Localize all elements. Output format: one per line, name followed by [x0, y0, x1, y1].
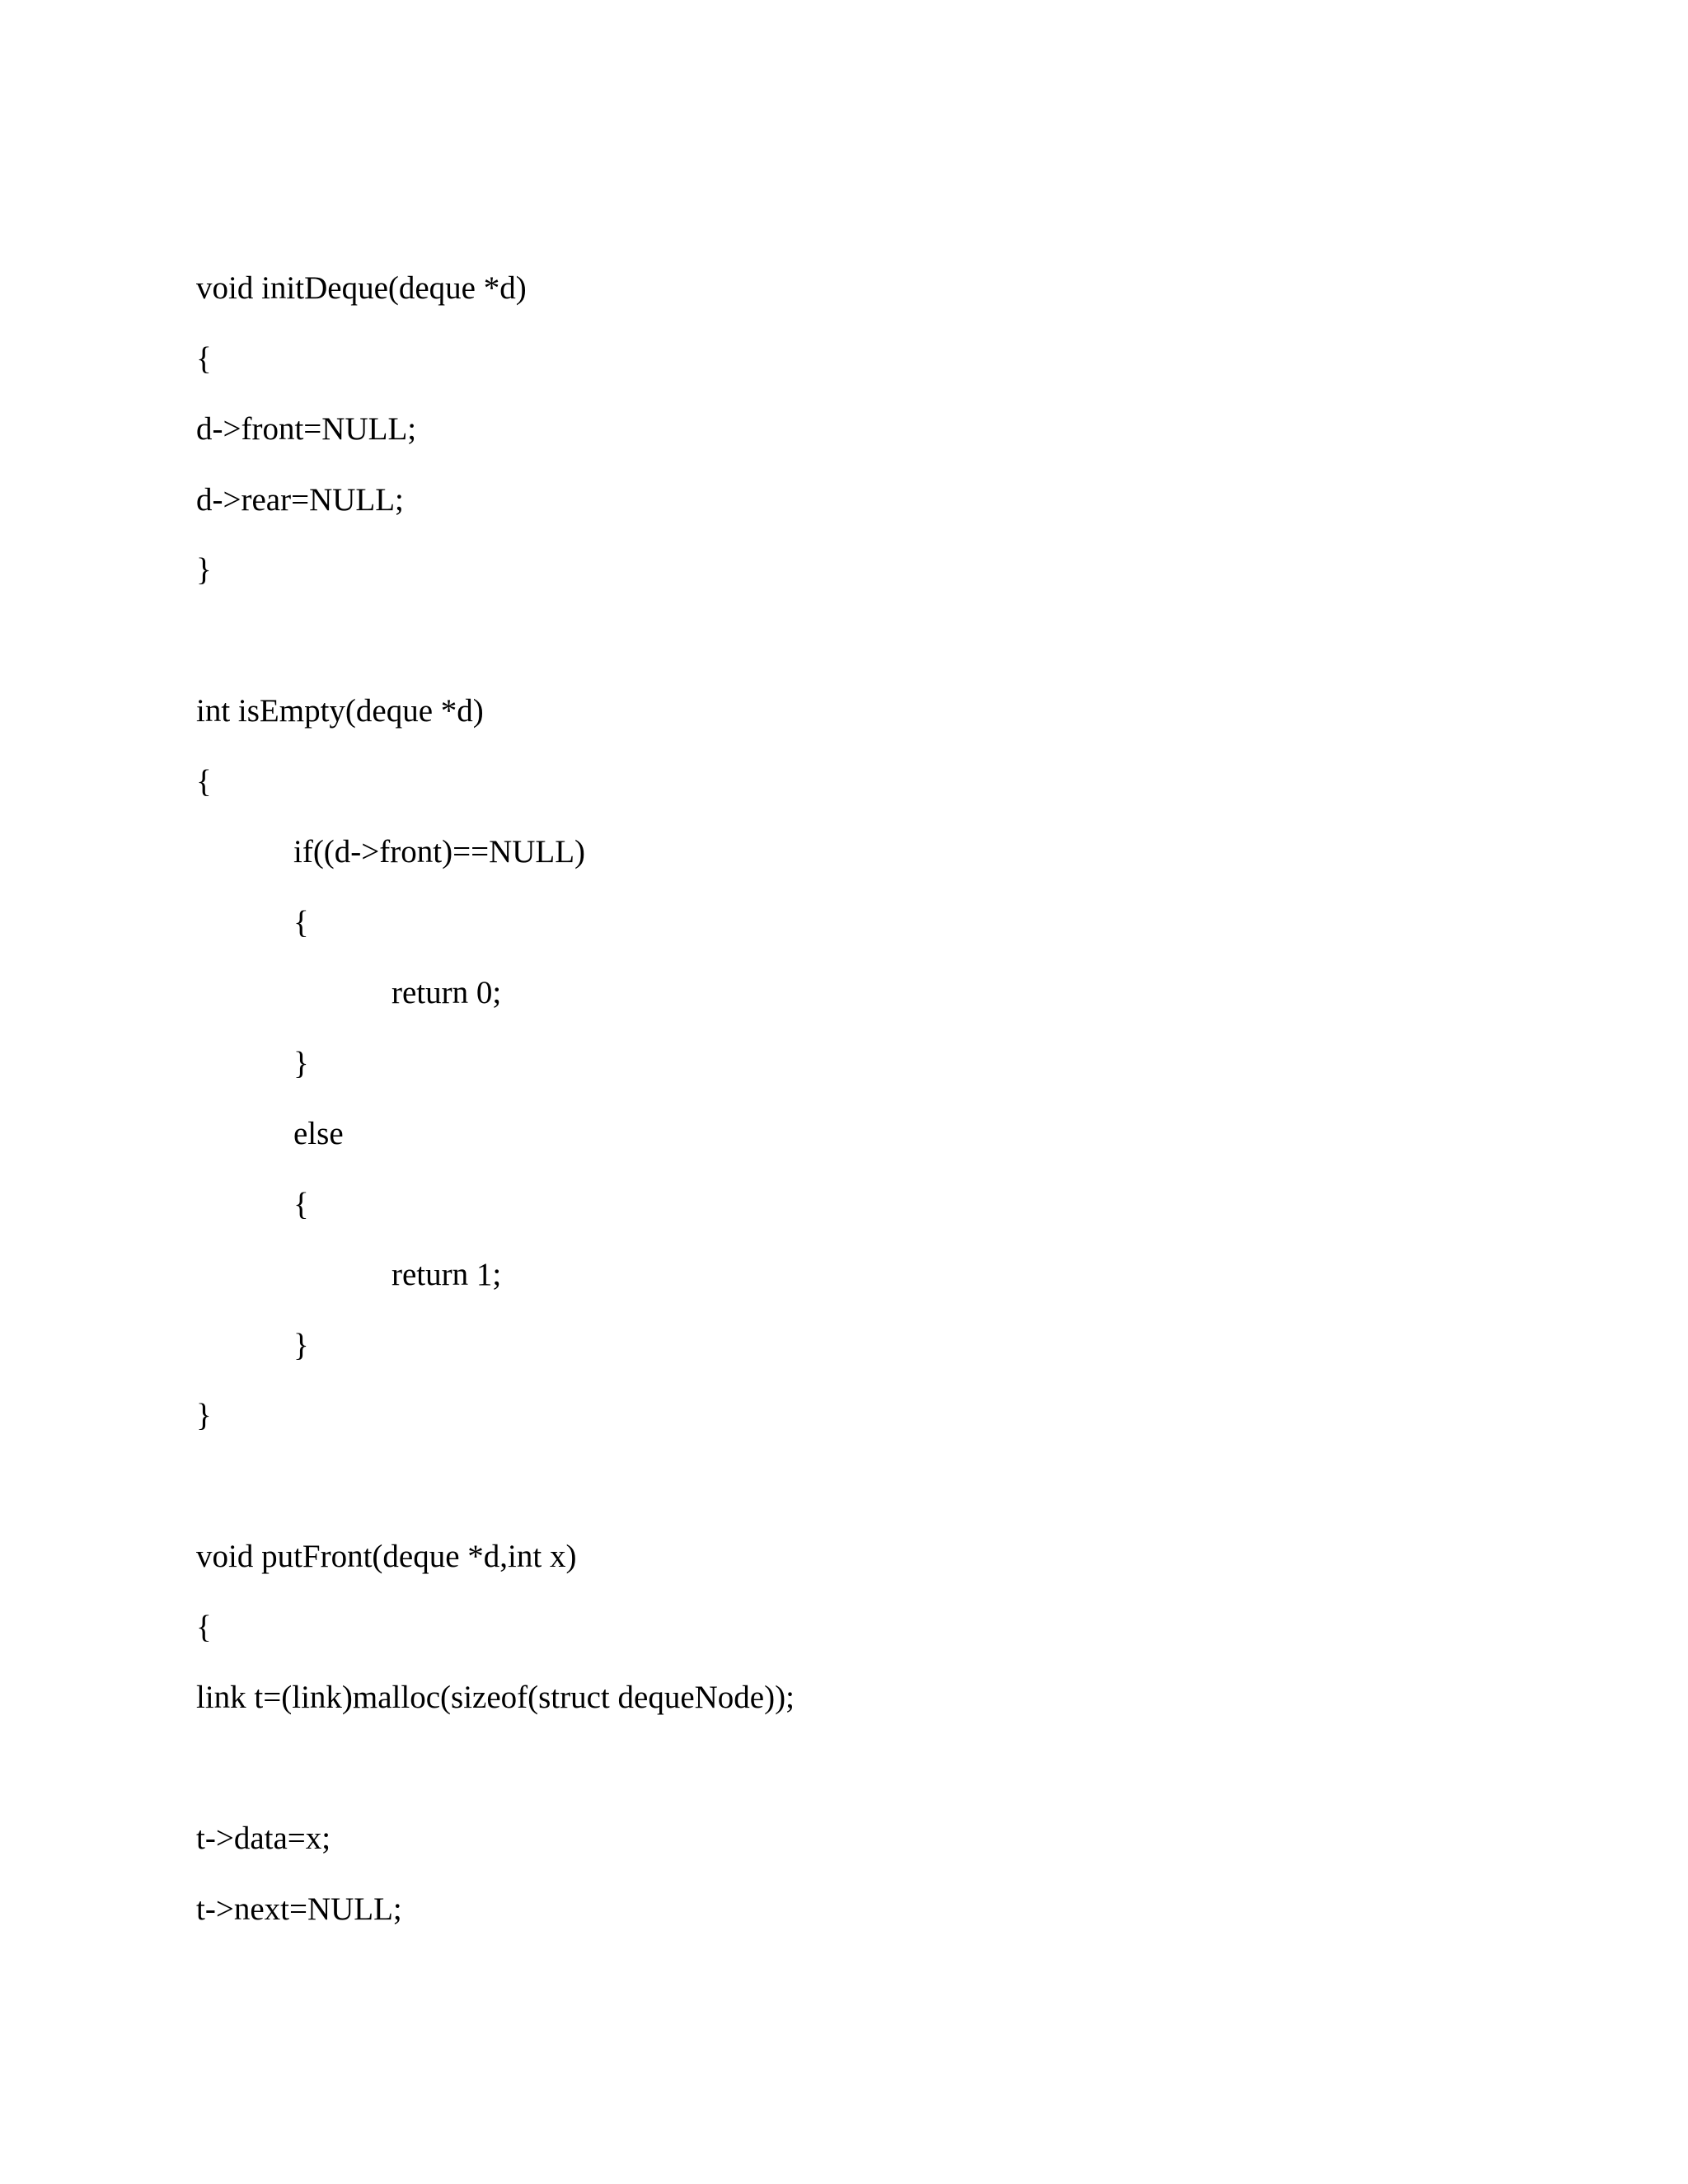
code-line: link t=(link)malloc(sizeof(struct dequeNode)); — [196, 1680, 795, 1715]
code-line: void putFront(deque *d,int x) — [196, 1539, 577, 1574]
code-line: int isEmpty(deque *d) — [196, 693, 484, 729]
code-line: { — [196, 1609, 212, 1645]
code-line: t->next=NULL; — [196, 1891, 402, 1927]
blank-line — [196, 613, 1597, 684]
code-line: d->rear=NULL; — [196, 481, 404, 518]
code-listing — [196, 260, 1597, 1952]
code-line: t->data=x; — [196, 1821, 331, 1856]
code-line: } — [293, 1327, 309, 1363]
code-line: void initDeque(deque *d) — [196, 270, 527, 306]
code-line: { — [293, 1186, 309, 1222]
code-line: if((d->front)==NULL) — [293, 834, 586, 869]
code-line: } — [196, 552, 212, 588]
code-line: else — [293, 1116, 344, 1151]
code-line: { — [196, 340, 212, 377]
blank-line — [196, 1459, 1597, 1530]
blank-line — [196, 1741, 1597, 1811]
code-line: d->front=NULL; — [196, 411, 417, 447]
code-line: } — [293, 1045, 309, 1081]
code-line: { — [196, 763, 212, 799]
code-line: return 0; — [392, 975, 502, 1010]
code-line: } — [196, 1398, 212, 1433]
code-line: return 1; — [392, 1257, 502, 1292]
code-line: { — [293, 904, 309, 940]
